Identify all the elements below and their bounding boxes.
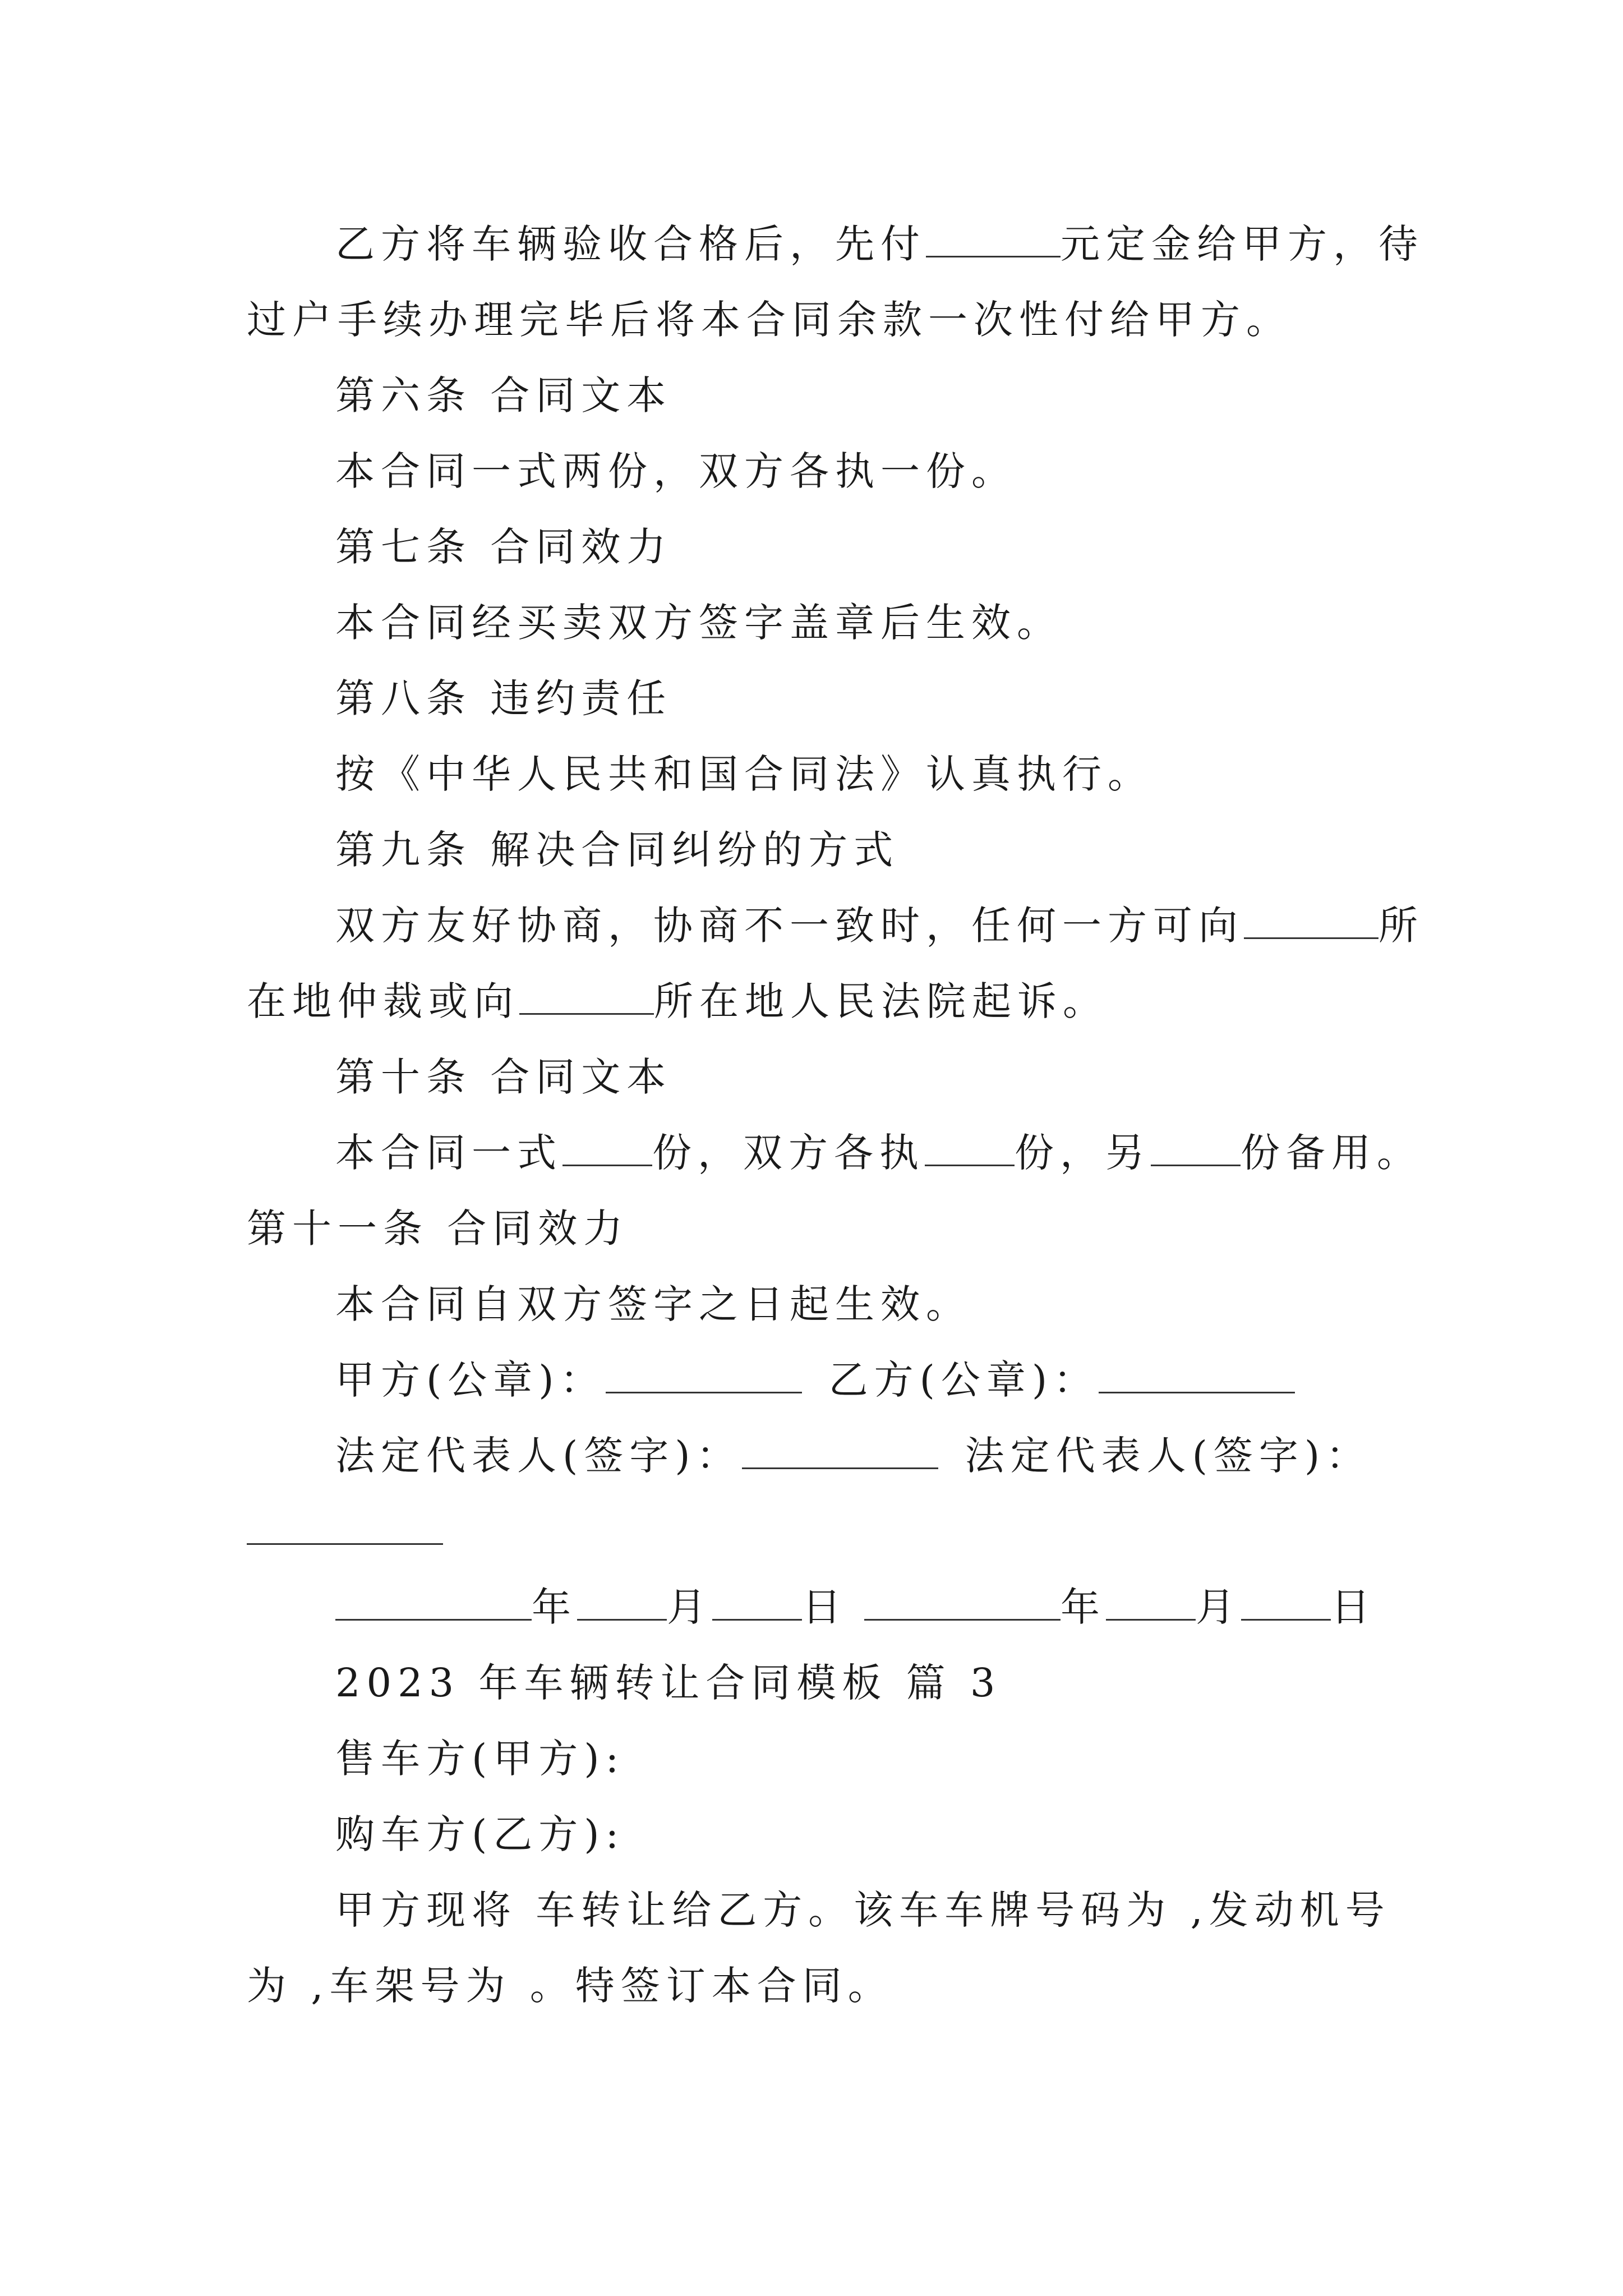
court-place-blank[interactable] bbox=[519, 978, 654, 1015]
template-title: 2023 年车辆转让合同模板 篇 3 bbox=[335, 1660, 1002, 1706]
article-10-heading: 第十条 合同文本 bbox=[335, 1054, 672, 1100]
text: 本合同一式 bbox=[335, 1130, 562, 1176]
transfer-line1: 甲方现将 车转让给乙方。该车车牌号码为 ,发动机号 bbox=[335, 1887, 1391, 1933]
party-a-seal-label: 甲方(公章)： bbox=[335, 1357, 606, 1403]
article-6-body: 本合同一式两份，双方各执一份。 bbox=[335, 448, 1017, 494]
legal-rep-b-label: 法定代表人(签字)： bbox=[965, 1433, 1372, 1479]
party-a-seal-blank[interactable] bbox=[606, 1357, 802, 1393]
article-8-body: 按《中华人民共和国合同法》认真执行。 bbox=[335, 751, 1153, 797]
article-11-body: 本合同自双方签字之日起生效。 bbox=[335, 1281, 971, 1327]
seller-line: 售车方(甲方): bbox=[335, 1736, 625, 1782]
day-label: 日 bbox=[1331, 1584, 1376, 1630]
day-a-blank[interactable] bbox=[712, 1584, 802, 1621]
article-9-body-line1 bbox=[335, 900, 1424, 951]
article-10-body bbox=[335, 1128, 1422, 1178]
legal-rep-a-label: 法定代表人(签字)： bbox=[335, 1433, 742, 1479]
each-copies-blank[interactable] bbox=[925, 1130, 1015, 1166]
paragraph-deposit-line2: 过户手续办理完毕后将本合同余款一次性付给甲方。 bbox=[247, 297, 1292, 343]
year-a-blank[interactable] bbox=[335, 1584, 532, 1621]
text: 所在地人民法院起诉。 bbox=[654, 978, 1108, 1024]
legal-rep-a-blank[interactable] bbox=[742, 1433, 938, 1469]
day-b-blank[interactable] bbox=[1241, 1584, 1331, 1621]
paragraph-deposit-line1 bbox=[335, 219, 1424, 269]
spare-copies-blank[interactable] bbox=[1151, 1130, 1241, 1166]
month-label: 月 bbox=[667, 1584, 712, 1630]
year-b-blank[interactable] bbox=[864, 1584, 1061, 1621]
text: 元定金给甲方，待 bbox=[1061, 221, 1424, 267]
article-7-heading: 第七条 合同效力 bbox=[335, 524, 672, 570]
date-line bbox=[335, 1582, 1376, 1632]
month-label: 月 bbox=[1196, 1584, 1241, 1630]
text: 份，另 bbox=[1015, 1130, 1151, 1176]
party-b-seal-label: 乙方(公章)： bbox=[828, 1357, 1099, 1403]
seal-line bbox=[335, 1355, 1295, 1405]
text: 在地仲裁或向 bbox=[247, 978, 519, 1024]
arbitration-place-blank[interactable] bbox=[1244, 903, 1378, 939]
month-a-blank[interactable] bbox=[577, 1584, 667, 1621]
article-9-body-line2 bbox=[247, 976, 1108, 1027]
text: 所 bbox=[1378, 903, 1424, 949]
text: 乙方将车辆验收合格后，先付 bbox=[335, 221, 926, 267]
amount-blank[interactable] bbox=[926, 221, 1061, 257]
transfer-line2: 为 ,车架号为 。特签订本合同。 bbox=[247, 1963, 893, 2009]
legal-rep-b-signature bbox=[247, 1506, 443, 1557]
text: 份，双方各执 bbox=[652, 1130, 925, 1176]
article-11-heading: 第十一条 合同效力 bbox=[247, 1205, 629, 1251]
text: 双方友好协商，协商不一致时，任何一方可向 bbox=[335, 903, 1244, 949]
article-8-heading: 第八条 违约责任 bbox=[335, 675, 672, 721]
day-label: 日 bbox=[802, 1584, 847, 1630]
year-label: 年 bbox=[1061, 1584, 1106, 1630]
buyer-line: 购车方(乙方): bbox=[335, 1811, 625, 1857]
copies-blank[interactable] bbox=[562, 1130, 652, 1166]
article-6-heading: 第六条 合同文本 bbox=[335, 372, 672, 418]
year-label: 年 bbox=[532, 1584, 577, 1630]
legal-rep-line bbox=[335, 1430, 1371, 1481]
party-b-seal-blank[interactable] bbox=[1099, 1357, 1295, 1393]
article-9-heading: 第九条 解决合同纠纷的方式 bbox=[335, 827, 900, 873]
text: 份备用。 bbox=[1241, 1130, 1422, 1176]
article-7-body: 本合同经买卖双方签字盖章后生效。 bbox=[335, 600, 1062, 646]
legal-rep-b-blank[interactable] bbox=[247, 1508, 443, 1545]
month-b-blank[interactable] bbox=[1106, 1584, 1196, 1621]
